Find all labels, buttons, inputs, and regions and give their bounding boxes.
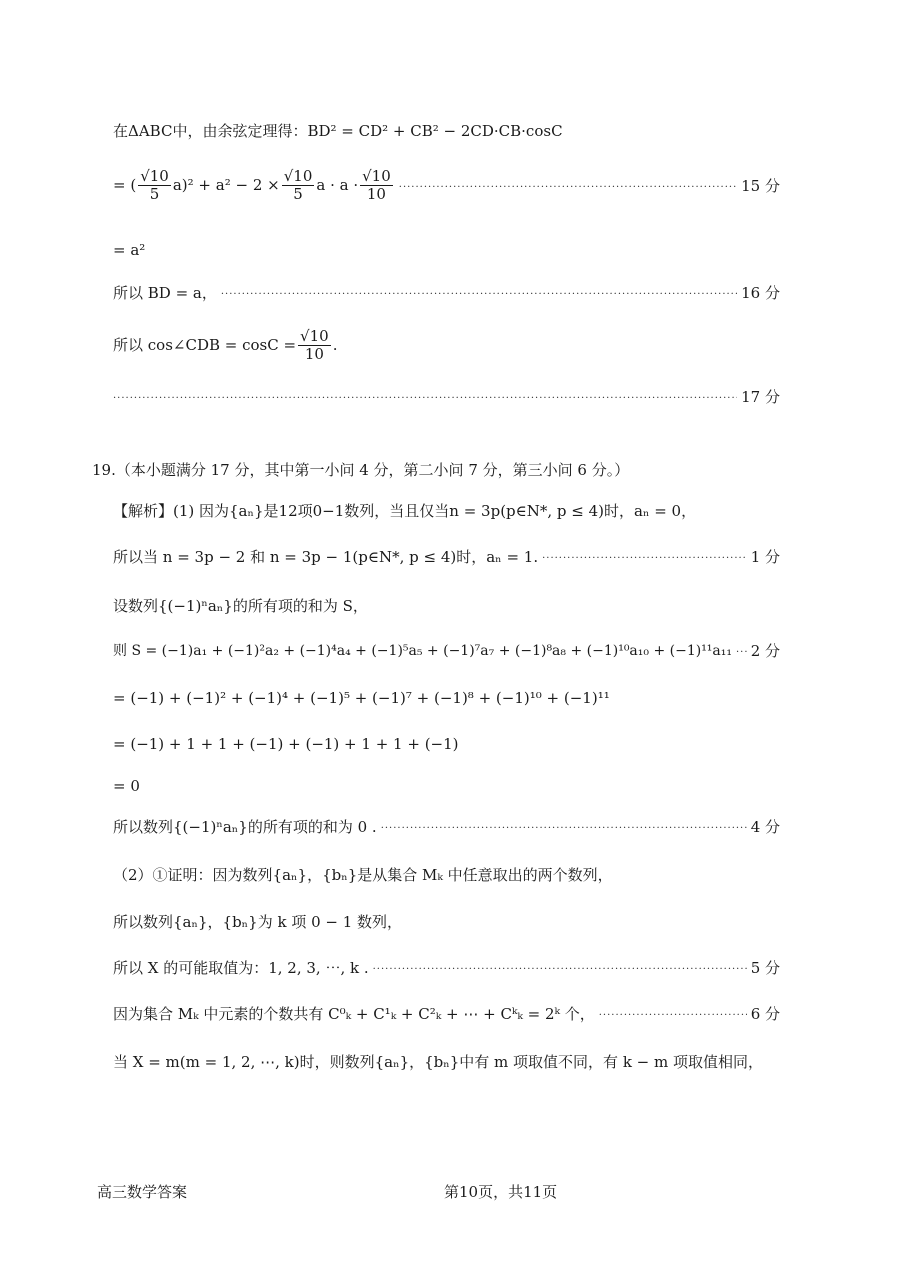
fraction-sqrt10-over-10: $\frac{√10}{10}$ (362, 167, 391, 204)
fraction-sqrt10-over-5: $\frac{√10}{5}$ (283, 167, 313, 204)
substitution-expression: = ( $\frac{√10}{5}$ a)² + a² − 2 × $\frac{√10}{5}$ a · a · $\frac{√10}{10}$ (113, 167, 391, 204)
analysis-line-9: （2）①证明：因为数列{aₙ}，{bₙ}是从集合 Mₖ 中任意取出的两个数列， (113, 866, 613, 884)
score-5: 5 分 (750, 959, 780, 977)
footer-page-number: 第10页，共11页 (444, 1183, 558, 1201)
analysis-line-6: = (−1) + 1 + 1 + (−1) + (−1) + 1 + 1 + (−1) (113, 735, 459, 753)
fraction-sqrt10-over-10: $\frac{√10}{10}$ (300, 327, 329, 364)
analysis-line-10: 所以数列{aₙ}，{bₙ}为 k 项 0 − 1 数列， (113, 913, 403, 931)
analysis-line-2: 所以当 n = 3p − 2 和 n = 3p − 1(p∈N*, p ≤ 4)时，aₙ = 1. ····· 1 分 (113, 548, 780, 566)
result-line: = a² (113, 241, 146, 259)
analysis-line-11: 所以 X 的可能取值为：1, 2, 3, ⋯, k . ····· 5 分 (113, 959, 780, 977)
analysis-line-7: = 0 (113, 777, 140, 795)
leader-dots (399, 182, 737, 194)
leader-dots (599, 1010, 747, 1022)
substitution-line (113, 168, 780, 204)
score-4: 4 分 (750, 818, 780, 836)
bd-line: 所以 BD = a， ····· 16 分 (113, 284, 780, 302)
cosine-law-text: 在ΔABC中，由余弦定理得：BD² = CD² + CB² − 2CD·CB·cosC (113, 122, 563, 140)
analysis-line-1: 【解析】(1) 因为{aₙ}是12项0−1数列，当且仅当n = 3p(p∈N*, p ≤ 4)时，aₙ = 0， (113, 502, 697, 520)
score-16: 16 分 (741, 284, 780, 302)
analysis-line-12: 因为集合 Mₖ 中元素的个数共有 C⁰ₖ + C¹ₖ + C²ₖ + ⋯ + Cᵏₖ = 2ᵏ 个， ····· 6 分 (113, 1005, 780, 1023)
cos-cdb-line: 所以 cos∠CDB = cosC = $\frac{√10}{10}$ . (113, 327, 338, 364)
fraction-sqrt10-over-5: $\frac{√10}{5}$ (140, 167, 169, 204)
analysis-line-13: 当 X = m(m = 1, 2, ⋯, k)时，则数列{aₙ}，{bₙ}中有 m 项取值不同，有 k − m 项取值相同， (113, 1053, 764, 1071)
analysis-line-3: 设数列{(−1)ⁿaₙ}的所有项的和为 S， (113, 597, 368, 615)
question-19-heading: 19.（本小题满分 17 分，其中第一小问 4 分，第二小问 7 分，第三小问 6 分。） (92, 461, 630, 479)
cosine-law-line (113, 122, 780, 140)
score-2: 2 分 (750, 642, 780, 660)
score-6: 6 分 (750, 1005, 780, 1023)
leader-dots (736, 647, 747, 659)
leader-dots (221, 289, 737, 301)
score-17-line (113, 388, 780, 406)
leader-dots (542, 553, 747, 565)
analysis-line-4: 则 S = (−1)a₁ + (−1)²a₂ + (−1)⁴a₄ + (−1)⁵a₅ + (−1)⁷a₇ + (−1)⁸a₈ + (−1)¹⁰a₁₀ + (−1)¹¹a₁₁ ····· 2 分 (113, 642, 780, 660)
analysis-line-8: 所以数列{(−1)ⁿaₙ}的所有项的和为 0 . ····· 4 分 (113, 818, 780, 836)
score-15: 15 分 (741, 176, 780, 195)
leader-dots (381, 823, 747, 835)
analysis-line-5: = (−1) + (−1)² + (−1)⁴ + (−1)⁵ + (−1)⁷ + (−1)⁸ + (−1)¹⁰ + (−1)¹¹ (113, 689, 610, 707)
leader-dots (373, 964, 747, 976)
score-1: 1 分 (750, 548, 780, 566)
score-17: 17 分 (741, 388, 780, 406)
footer-left: 高三数学答案 (97, 1183, 188, 1201)
leader-dots (113, 393, 737, 405)
